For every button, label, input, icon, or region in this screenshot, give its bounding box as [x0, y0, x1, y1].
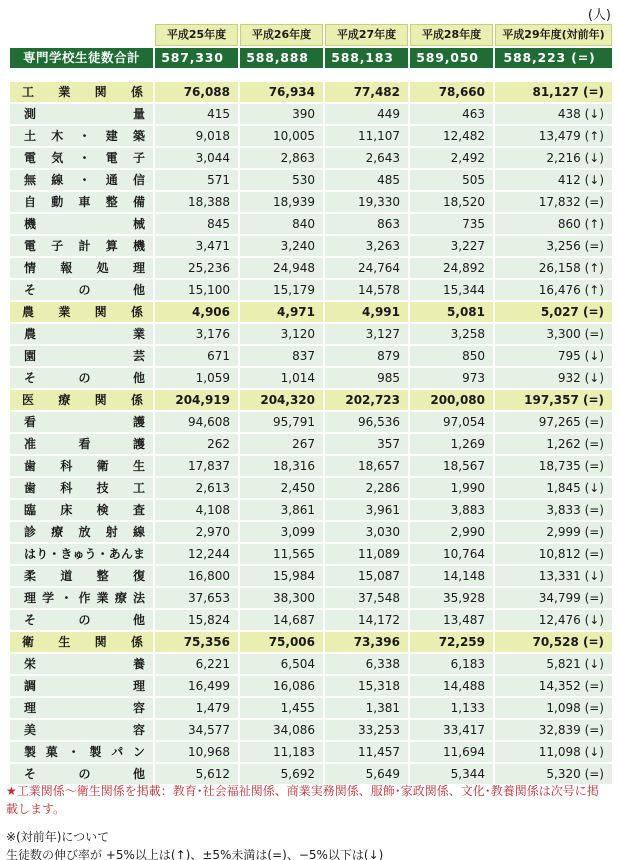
cell-value: 5,612: [155, 764, 238, 784]
cell-value: 1,098 (=): [495, 698, 612, 718]
cell-value: 12,244: [155, 544, 238, 564]
cell-value: 24,948: [240, 258, 323, 278]
cell-value: 1,845 (↓): [495, 478, 612, 498]
table-row: [10, 456, 612, 476]
row-label: 臨床検査: [10, 500, 153, 520]
cell-value: 94,608: [155, 412, 238, 432]
row-label: 歯科技工: [10, 478, 153, 498]
spacer-cell: [155, 70, 238, 80]
cell-value: 34,799 (=): [495, 588, 612, 608]
cell-value: 12,476 (↓): [495, 610, 612, 630]
total-value: 588,888: [240, 48, 323, 68]
row-label: 美容: [10, 720, 153, 740]
row-label: 情報処理: [10, 258, 153, 278]
row-label: 調理: [10, 676, 153, 696]
cell-value: 75,356: [155, 632, 238, 652]
cell-value: 12,482: [410, 126, 493, 146]
cell-value: 11,089: [325, 544, 408, 564]
total-value: 589,050: [410, 48, 493, 68]
cell-value: 850: [410, 346, 493, 366]
table-row: [10, 148, 612, 168]
cell-value: 412 (↓): [495, 170, 612, 190]
table-row: [10, 280, 612, 300]
table-row: [10, 764, 612, 784]
category-label: 工業関係: [10, 82, 153, 102]
cell-value: 5,320 (=): [495, 764, 612, 784]
cell-value: 15,984: [240, 566, 323, 586]
cell-value: 96,536: [325, 412, 408, 432]
row-label: その他: [10, 280, 153, 300]
table-row: [10, 214, 612, 234]
row-label: 歯科衛生: [10, 456, 153, 476]
table-row: [10, 236, 612, 256]
cell-value: 14,172: [325, 610, 408, 630]
cell-value: 19,330: [325, 192, 408, 212]
cell-value: 390: [240, 104, 323, 124]
cell-value: 10,812 (=): [495, 544, 612, 564]
cell-value: 16,499: [155, 676, 238, 696]
star-icon: ★: [6, 784, 17, 798]
row-label: 柔道整復: [10, 566, 153, 586]
header-year: 平成26年度: [240, 24, 323, 46]
table-row: [10, 588, 612, 608]
spacer-cell: [410, 70, 493, 80]
cell-value: 3,883: [410, 500, 493, 520]
cell-value: 18,520: [410, 192, 493, 212]
cell-value: 6,338: [325, 654, 408, 674]
cell-value: 505: [410, 170, 493, 190]
cell-value: 2,863: [240, 148, 323, 168]
category-label: 衛生関係: [10, 632, 153, 652]
cell-value: 24,892: [410, 258, 493, 278]
table-row: [10, 104, 612, 124]
row-label: 園芸: [10, 346, 153, 366]
cell-value: 879: [325, 346, 408, 366]
cell-value: 262: [155, 434, 238, 454]
row-label: はり・きゅう・あんま: [10, 544, 153, 564]
cell-value: 795 (↓): [495, 346, 612, 366]
header-year: 平成29年度(対前年): [495, 24, 612, 46]
cell-value: 18,657: [325, 456, 408, 476]
cell-value: 17,837: [155, 456, 238, 476]
cell-value: 463: [410, 104, 493, 124]
cell-value: 3,300 (=): [495, 324, 612, 344]
cell-value: 1,014: [240, 368, 323, 388]
cell-value: 73,396: [325, 632, 408, 652]
cell-value: 204,919: [155, 390, 238, 410]
cell-value: 3,176: [155, 324, 238, 344]
cell-value: 932 (↓): [495, 368, 612, 388]
cell-value: 78,660: [410, 82, 493, 102]
cell-value: 18,735 (=): [495, 456, 612, 476]
cell-value: 5,027 (=): [495, 302, 612, 322]
table-row: [10, 434, 612, 454]
cell-value: 10,005: [240, 126, 323, 146]
table-row: [10, 500, 612, 520]
cell-value: 18,388: [155, 192, 238, 212]
row-label: その他: [10, 610, 153, 630]
table-row: [10, 544, 612, 564]
category-row: [10, 82, 612, 102]
unit-label: (人): [587, 8, 611, 23]
cell-value: 15,179: [240, 280, 323, 300]
cell-value: 13,331 (↓): [495, 566, 612, 586]
cell-value: 449: [325, 104, 408, 124]
cell-value: 438 (↓): [495, 104, 612, 124]
cell-value: 13,487: [410, 610, 493, 630]
total-value: 587,330: [155, 48, 238, 68]
cell-value: 2,643: [325, 148, 408, 168]
cell-value: 5,649: [325, 764, 408, 784]
cell-value: 4,108: [155, 500, 238, 520]
cell-value: 6,221: [155, 654, 238, 674]
cell-value: 3,127: [325, 324, 408, 344]
cell-value: 860 (↑): [495, 214, 612, 234]
cell-value: 1,133: [410, 698, 493, 718]
cell-value: 26,158 (↑): [495, 258, 612, 278]
spacer-cell: [10, 70, 153, 80]
cell-value: 15,824: [155, 610, 238, 630]
cell-value: 1,262 (=): [495, 434, 612, 454]
cell-value: 77,482: [325, 82, 408, 102]
row-label: 電子計算機: [10, 236, 153, 256]
table-row: [10, 368, 612, 388]
row-label: 機械: [10, 214, 153, 234]
category-row: [10, 390, 612, 410]
cell-value: 2,990: [410, 522, 493, 542]
cell-value: 3,861: [240, 500, 323, 520]
cell-value: 845: [155, 214, 238, 234]
cell-value: 840: [240, 214, 323, 234]
cell-value: 3,961: [325, 500, 408, 520]
row-label: 測量: [10, 104, 153, 124]
cell-value: 4,991: [325, 302, 408, 322]
cell-value: 200,080: [410, 390, 493, 410]
cell-value: 3,263: [325, 236, 408, 256]
header-row: [10, 24, 612, 46]
cell-value: 76,934: [240, 82, 323, 102]
cell-value: 11,565: [240, 544, 323, 564]
cell-value: 2,450: [240, 478, 323, 498]
cell-value: 13,479 (↑): [495, 126, 612, 146]
cell-value: 485: [325, 170, 408, 190]
cell-value: 2,999 (=): [495, 522, 612, 542]
cell-value: 571: [155, 170, 238, 190]
cell-value: 3,099: [240, 522, 323, 542]
header-corner: [10, 24, 153, 46]
cell-value: 11,183: [240, 742, 323, 762]
cell-value: 985: [325, 368, 408, 388]
cell-value: 6,504: [240, 654, 323, 674]
cell-value: 1,455: [240, 698, 323, 718]
cell-value: 2,492: [410, 148, 493, 168]
cell-value: 70,528 (=): [495, 632, 612, 652]
cell-value: 4,906: [155, 302, 238, 322]
cell-value: 10,764: [410, 544, 493, 564]
table-row: [10, 654, 612, 674]
cell-value: 14,352 (=): [495, 676, 612, 696]
cell-value: 5,081: [410, 302, 493, 322]
cell-value: 14,148: [410, 566, 493, 586]
cell-value: 197,357 (=): [495, 390, 612, 410]
table-row: [10, 742, 612, 762]
note-legend-title: ※(対前年)について: [6, 830, 110, 844]
category-row: [10, 302, 612, 322]
row-label: 農業: [10, 324, 153, 344]
cell-value: 1,059: [155, 368, 238, 388]
cell-value: 3,471: [155, 236, 238, 256]
cell-value: 16,476 (↑): [495, 280, 612, 300]
cell-value: 18,567: [410, 456, 493, 476]
cell-value: 15,318: [325, 676, 408, 696]
category-row: [10, 632, 612, 652]
cell-value: 3,030: [325, 522, 408, 542]
row-label: 栄養: [10, 654, 153, 674]
cell-value: 204,320: [240, 390, 323, 410]
table-row: [10, 192, 612, 212]
cell-value: 81,127 (=): [495, 82, 612, 102]
cell-value: 17,832 (=): [495, 192, 612, 212]
cell-value: 72,259: [410, 632, 493, 652]
cell-value: 11,457: [325, 742, 408, 762]
student-count-table: [8, 22, 614, 786]
spacer-row: [10, 70, 612, 80]
row-label: 自動車整備: [10, 192, 153, 212]
cell-value: 202,723: [325, 390, 408, 410]
cell-value: 973: [410, 368, 493, 388]
cell-value: 11,694: [410, 742, 493, 762]
row-label: 准看護: [10, 434, 153, 454]
table-row: [10, 676, 612, 696]
table-row: [10, 478, 612, 498]
cell-value: 530: [240, 170, 323, 190]
cell-value: 357: [325, 434, 408, 454]
row-label: 無線・通信: [10, 170, 153, 190]
table-row: [10, 720, 612, 740]
note-publication: [6, 782, 610, 818]
cell-value: 11,098 (↓): [495, 742, 612, 762]
cell-value: 671: [155, 346, 238, 366]
cell-value: 33,417: [410, 720, 493, 740]
table-row: [10, 126, 612, 146]
cell-value: 14,488: [410, 676, 493, 696]
cell-value: 1,479: [155, 698, 238, 718]
cell-value: 15,087: [325, 566, 408, 586]
cell-value: 2,970: [155, 522, 238, 542]
cell-value: 3,258: [410, 324, 493, 344]
cell-value: 5,344: [410, 764, 493, 784]
cell-value: 9,018: [155, 126, 238, 146]
cell-value: 37,653: [155, 588, 238, 608]
cell-value: 735: [410, 214, 493, 234]
total-value: 588,223 (=): [495, 48, 612, 68]
row-label: 製菓・製パン: [10, 742, 153, 762]
note-publication-text: 工業関係～衛生関係を掲載：教育･社会福祉関係、商業実務関係、服飾･家政関係、文化･教養関係は次号に掲載します。: [6, 784, 599, 816]
cell-value: 33,253: [325, 720, 408, 740]
row-label: 診療放射線: [10, 522, 153, 542]
cell-value: 3,120: [240, 324, 323, 344]
cell-value: 35,928: [410, 588, 493, 608]
cell-value: 3,227: [410, 236, 493, 256]
row-label: 看護: [10, 412, 153, 432]
cell-value: 6,183: [410, 654, 493, 674]
category-label: 医療関係: [10, 390, 153, 410]
cell-value: 5,692: [240, 764, 323, 784]
cell-value: 11,107: [325, 126, 408, 146]
cell-value: 38,300: [240, 588, 323, 608]
table-row: [10, 610, 612, 630]
cell-value: 863: [325, 214, 408, 234]
cell-value: 34,086: [240, 720, 323, 740]
cell-value: 37,548: [325, 588, 408, 608]
header-year: 平成28年度: [410, 24, 493, 46]
cell-value: 1,381: [325, 698, 408, 718]
row-label: 電気・電子: [10, 148, 153, 168]
row-label: その他: [10, 764, 153, 784]
header-year: 平成27年度: [325, 24, 408, 46]
cell-value: 267: [240, 434, 323, 454]
total-row: [10, 48, 612, 68]
cell-value: 1,269: [410, 434, 493, 454]
cell-value: 97,054: [410, 412, 493, 432]
row-label: 土木・建築: [10, 126, 153, 146]
cell-value: 2,286: [325, 478, 408, 498]
cell-value: 95,791: [240, 412, 323, 432]
table-row: [10, 346, 612, 366]
spacer-cell: [325, 70, 408, 80]
cell-value: 837: [240, 346, 323, 366]
total-label: 専門学校生徒数合計: [10, 48, 153, 68]
spacer-cell: [240, 70, 323, 80]
table-row: [10, 324, 612, 344]
cell-value: 5,821 (↓): [495, 654, 612, 674]
cell-value: 2,216 (↓): [495, 148, 612, 168]
cell-value: 3,833 (=): [495, 500, 612, 520]
category-label: 農業関係: [10, 302, 153, 322]
table-row: [10, 522, 612, 542]
cell-value: 14,687: [240, 610, 323, 630]
cell-value: 10,968: [155, 742, 238, 762]
table-row: [10, 170, 612, 190]
table-row: [10, 566, 612, 586]
cell-value: 75,006: [240, 632, 323, 652]
cell-value: 16,800: [155, 566, 238, 586]
cell-value: 76,088: [155, 82, 238, 102]
cell-value: 34,577: [155, 720, 238, 740]
cell-value: 32,839 (=): [495, 720, 612, 740]
cell-value: 2,613: [155, 478, 238, 498]
cell-value: 3,240: [240, 236, 323, 256]
row-label: 理容: [10, 698, 153, 718]
cell-value: 97,265 (=): [495, 412, 612, 432]
row-label: 理学・作業療法: [10, 588, 153, 608]
cell-value: 15,100: [155, 280, 238, 300]
note-legend: [6, 828, 610, 860]
cell-value: 3,256 (=): [495, 236, 612, 256]
cell-value: 18,939: [240, 192, 323, 212]
cell-value: 415: [155, 104, 238, 124]
cell-value: 18,316: [240, 456, 323, 476]
note-legend-body: 生徒数の伸び率が +5%以上は(↑)、±5%未満は(=)、−5%以下は(↓): [6, 848, 384, 860]
cell-value: 25,236: [155, 258, 238, 278]
table-row: [10, 698, 612, 718]
cell-value: 3,044: [155, 148, 238, 168]
cell-value: 16,086: [240, 676, 323, 696]
table-row: [10, 412, 612, 432]
cell-value: 1,990: [410, 478, 493, 498]
table-row: [10, 258, 612, 278]
spacer-cell: [495, 70, 612, 80]
cell-value: 14,578: [325, 280, 408, 300]
cell-value: 24,764: [325, 258, 408, 278]
total-value: 588,183: [325, 48, 408, 68]
row-label: その他: [10, 368, 153, 388]
header-year: 平成25年度: [155, 24, 238, 46]
cell-value: 4,971: [240, 302, 323, 322]
notes: [6, 782, 610, 860]
cell-value: 15,344: [410, 280, 493, 300]
